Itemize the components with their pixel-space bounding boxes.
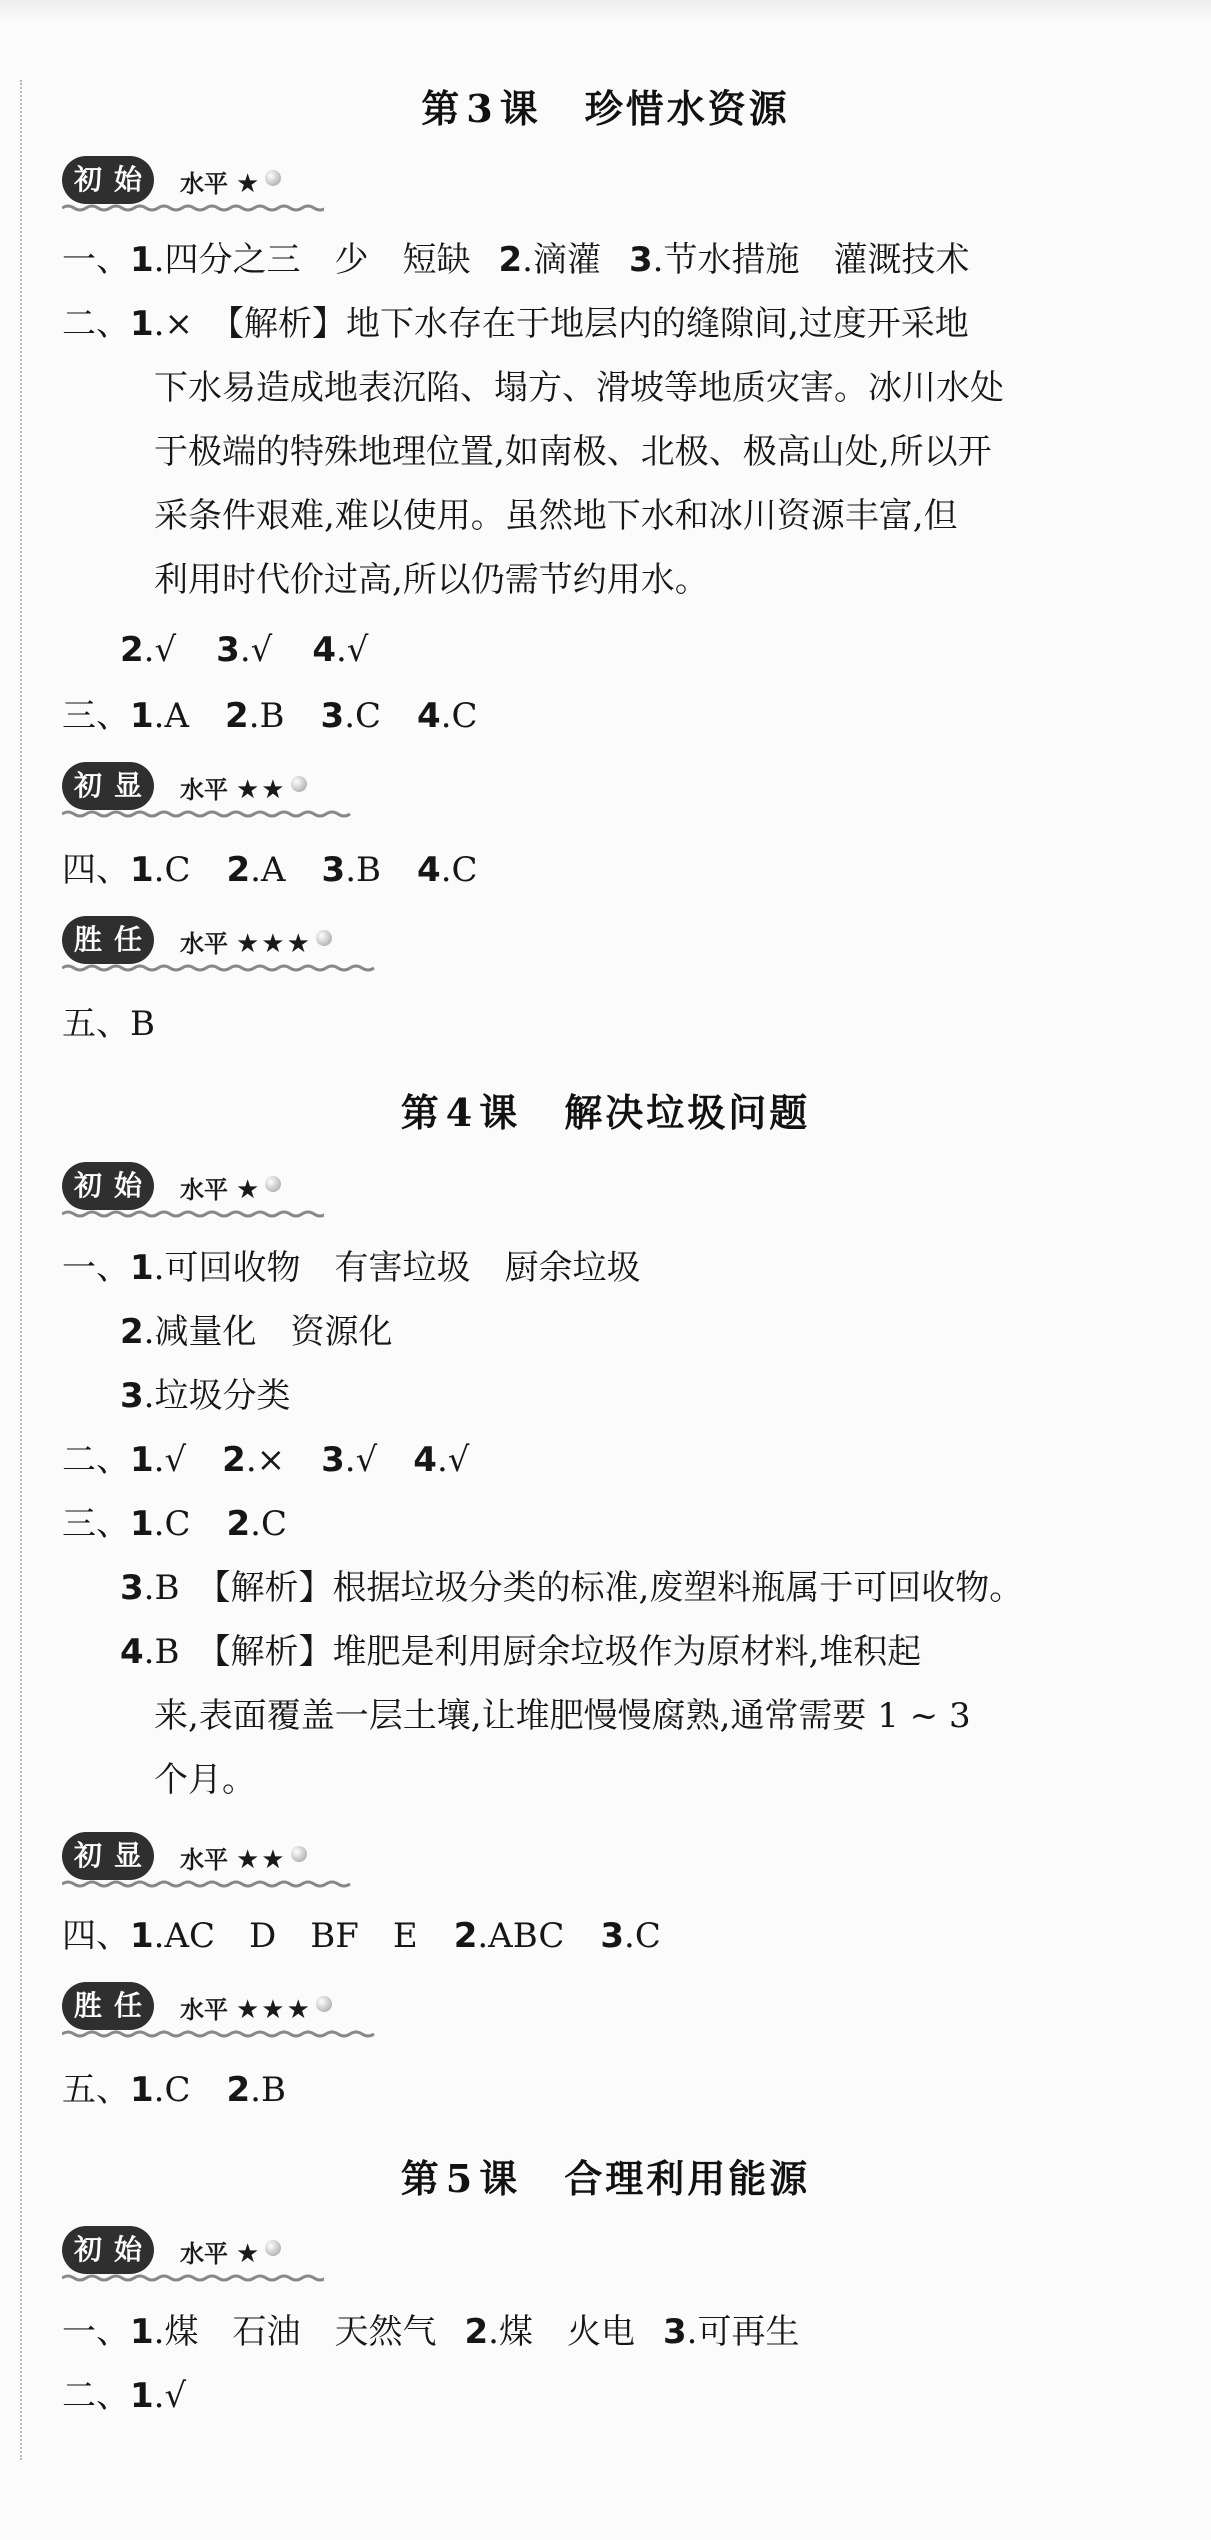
answer-line: 来,表面覆盖一层土壤,让堆肥慢慢腐熟,通常需要 1 ~ 3 (154, 1696, 971, 1736)
level-label: 水平 (180, 1846, 228, 1874)
answer-line (62, 2376, 186, 2416)
title-number: 5 (445, 2156, 474, 2201)
answer-line (62, 1248, 640, 1288)
item-number: 3 (216, 630, 240, 670)
item-number: 1 (130, 2376, 154, 2416)
item-number: 1 (130, 1248, 154, 1288)
section-mark: 一、 (62, 240, 130, 280)
title-unit: 课 (479, 2157, 519, 2201)
answer-line (120, 1632, 921, 1672)
answer-text: .ABC (477, 1916, 565, 1956)
title-name: 珍惜水资源 (584, 87, 790, 131)
level-caption (180, 1170, 281, 1205)
star-icon: ★★★ (236, 1995, 312, 2025)
item-number: 4 (417, 696, 441, 736)
badge-char: 初 (73, 769, 102, 802)
level-label: 水平 (180, 930, 228, 958)
item-number: 1 (130, 2070, 154, 2110)
star-icon: ★★★ (236, 929, 312, 959)
badge-char: 始 (113, 163, 142, 196)
star-icon: ★ (236, 1175, 262, 1205)
level-label: 水平 (180, 776, 228, 804)
level-caption (180, 164, 281, 199)
title-prefix: 第 (421, 87, 461, 131)
pearl-icon (265, 170, 281, 186)
answer-text: .节水措施 灌溉技术 (652, 240, 970, 280)
wave-underline-icon (62, 964, 382, 972)
answer-text: .C (153, 850, 191, 890)
star-icon: ★★ (236, 775, 287, 805)
pearl-icon (316, 1996, 332, 2012)
answer-text: .减量化 资源化 (143, 1312, 393, 1352)
item-number: 2 (226, 1504, 251, 1544)
answer-line: 于极端的特殊地理位置,如南极、北极、极高山处,所以开 (154, 432, 992, 472)
answer-line (120, 1312, 392, 1352)
section-mark: 四、 (62, 1916, 130, 1956)
answer-line (62, 2070, 286, 2110)
badge-pill (62, 156, 154, 204)
badge-pill (62, 1162, 154, 1210)
star-icon: ★★ (236, 1845, 287, 1875)
badge-char: 胜 (73, 1989, 102, 2022)
answer-line: 下水易造成地表沉陷、塌方、滑坡等地质灾害。冰川水处 (154, 368, 1004, 408)
answer-line: 利用时代价过高,所以仍需节约用水。 (154, 560, 709, 600)
answer-line (120, 1568, 1023, 1608)
wave-underline-icon (62, 2030, 382, 2038)
item-number: 3 (662, 2312, 687, 2352)
badge-pill (62, 916, 154, 964)
badge-pill (62, 1832, 154, 1880)
answer-text: .B 【解析】堆肥是利用厨余垃圾作为原材料,堆积起 (143, 1632, 922, 1672)
answer-text: .C (153, 1504, 191, 1544)
answer-text: .B (345, 850, 382, 890)
answer-line: 个月。 (154, 1760, 256, 1800)
pearl-icon (265, 2240, 281, 2256)
level-caption (180, 1990, 332, 2025)
badge-char: 初 (73, 1169, 102, 1202)
wave-underline-icon (62, 1210, 324, 1218)
badge-char: 始 (113, 1169, 142, 1202)
item-number: 2 (226, 850, 251, 890)
answer-line (62, 850, 478, 890)
badge-pill (62, 1982, 154, 2030)
answer-text: .垃圾分类 (143, 1376, 291, 1416)
answer-text: .B (250, 2070, 286, 2110)
item-number: 1 (130, 1916, 154, 1956)
badge-char: 始 (113, 2233, 142, 2266)
lesson-3-title (0, 78, 1211, 133)
answer-line (120, 630, 368, 670)
wave-underline-icon (62, 1880, 352, 1888)
level-caption (180, 1840, 307, 1875)
level-label: 水平 (180, 1176, 228, 1204)
section-mark: 三、 (62, 696, 130, 736)
wave-underline-icon (62, 2274, 324, 2282)
item-number: 3 (120, 1568, 144, 1608)
answer-text: .C (440, 696, 478, 736)
wave-underline-icon (62, 810, 352, 818)
answer-text: .四分之三 少 短缺 (153, 240, 471, 280)
title-unit: 课 (479, 1091, 519, 1135)
section-mark: 五、 (62, 1004, 130, 1044)
item-number: 2 (453, 1916, 478, 1956)
title-unit: 课 (499, 87, 539, 131)
item-number: 4 (120, 1632, 144, 1672)
answer-text: .C (250, 1504, 287, 1544)
item-number: 2 (120, 1312, 144, 1352)
item-number: 2 (464, 2312, 489, 2352)
answer-line (62, 1916, 661, 1956)
item-number: 2 (498, 240, 523, 280)
answer-line (62, 240, 969, 280)
top-edge-shadow (0, 0, 1211, 20)
answer-line: 采条件艰难,难以使用。虽然地下水和冰川资源丰富,但 (154, 496, 958, 536)
answer-text: .煤 石油 天然气 (153, 2312, 437, 2352)
answer-text: .可再生 (686, 2312, 800, 2352)
item-number: 2 (120, 630, 144, 670)
badge-char: 初 (73, 163, 102, 196)
answer-text: .滴灌 (522, 240, 601, 280)
answer-text: .A (250, 850, 286, 890)
answer-text: .√ (436, 1440, 470, 1480)
title-number: 3 (466, 86, 494, 131)
answer-text: .可回收物 有害垃圾 厨余垃圾 (153, 1248, 641, 1288)
item-number: 4 (312, 630, 336, 670)
answer-text: .C (624, 1916, 661, 1956)
level-label: 水平 (180, 2240, 228, 2268)
section-mark: 二、 (62, 1440, 130, 1480)
badge-char: 胜 (73, 923, 102, 956)
title-name: 解决垃圾问题 (564, 1091, 811, 1135)
item-number: 4 (417, 850, 441, 890)
item-number: 3 (600, 1916, 625, 1956)
answer-text: .C (440, 850, 478, 890)
section-mark: 二、 (62, 304, 130, 344)
badge-char: 初 (73, 2233, 102, 2266)
item-number: 4 (413, 1440, 437, 1480)
title-prefix: 第 (400, 1091, 440, 1135)
badge-pill (62, 2226, 154, 2274)
title-number: 4 (445, 1090, 474, 1135)
level-label: 水平 (180, 170, 228, 198)
item-number: 3 (320, 696, 345, 736)
section-mark: 四、 (62, 850, 130, 890)
section-mark: 五、 (62, 2070, 130, 2110)
item-number: 1 (130, 304, 154, 344)
item-number: 1 (130, 2312, 154, 2352)
pearl-icon (265, 1176, 281, 1192)
item-number: 2 (222, 1440, 246, 1480)
answer-text: .A (153, 696, 190, 736)
answer-line (62, 1004, 155, 1044)
badge-char: 任 (113, 923, 142, 956)
section-mark: 二、 (62, 2376, 130, 2416)
item-number: 1 (130, 240, 154, 280)
answer-text: .√ (344, 1440, 378, 1480)
answer-text: B (130, 1004, 155, 1044)
pearl-icon (291, 1846, 307, 1862)
item-number: 3 (321, 1440, 345, 1480)
level-caption (180, 2234, 281, 2269)
badge-char: 显 (113, 769, 142, 802)
answer-text: .√ (335, 630, 369, 670)
answer-text: .√ (153, 1440, 187, 1480)
answer-text: .C (153, 2070, 191, 2110)
answer-text: .煤 火电 (488, 2312, 635, 2352)
item-number: 2 (226, 2070, 251, 2110)
answer-text: .C (344, 696, 382, 736)
item-number: 1 (130, 1440, 154, 1480)
level-label: 水平 (180, 1996, 228, 2024)
title-prefix: 第 (400, 2157, 440, 2201)
answer-text: .√ (143, 630, 177, 670)
answer-line (62, 304, 969, 344)
answer-line (62, 1504, 287, 1544)
title-name: 合理利用能源 (564, 2157, 811, 2201)
section-mark: 三、 (62, 1504, 130, 1544)
answer-text: .√ (239, 630, 273, 670)
item-number: 3 (321, 850, 346, 890)
star-icon: ★ (236, 2239, 262, 2269)
answer-line (62, 696, 478, 736)
section-mark: 一、 (62, 1248, 130, 1288)
answer-line (120, 1376, 290, 1416)
lesson-5-title (0, 2148, 1211, 2203)
answer-text: .B 【解析】根据垃圾分类的标准,废塑料瓶属于可回收物。 (143, 1568, 1024, 1608)
star-icon: ★ (236, 169, 262, 199)
badge-pill (62, 762, 154, 810)
badge-char: 显 (113, 1839, 142, 1872)
badge-char: 初 (73, 1839, 102, 1872)
badge-char: 任 (113, 1989, 142, 2022)
answer-line (62, 2312, 799, 2352)
answer-text: .× 【解析】地下水存在于地层内的缝隙间,过度开采地 (153, 304, 969, 344)
lesson-4-title (0, 1082, 1211, 1137)
item-number: 1 (130, 696, 154, 736)
pearl-icon (316, 930, 332, 946)
pearl-icon (291, 776, 307, 792)
binding-margin-dotted-line (20, 80, 22, 2460)
answer-line (62, 1440, 469, 1480)
answer-text: .AC D BF E (153, 1916, 418, 1956)
item-number: 2 (225, 696, 249, 736)
level-caption (180, 924, 332, 959)
item-number: 3 (120, 1376, 144, 1416)
section-mark: 一、 (62, 2312, 130, 2352)
item-number: 1 (130, 1504, 154, 1544)
level-caption (180, 770, 307, 805)
answer-text: .√ (153, 2376, 187, 2416)
item-number: 1 (130, 850, 154, 890)
answer-text: .B (248, 696, 285, 736)
answer-text: .× (245, 1440, 286, 1480)
item-number: 3 (628, 240, 653, 280)
wave-underline-icon (62, 204, 324, 212)
